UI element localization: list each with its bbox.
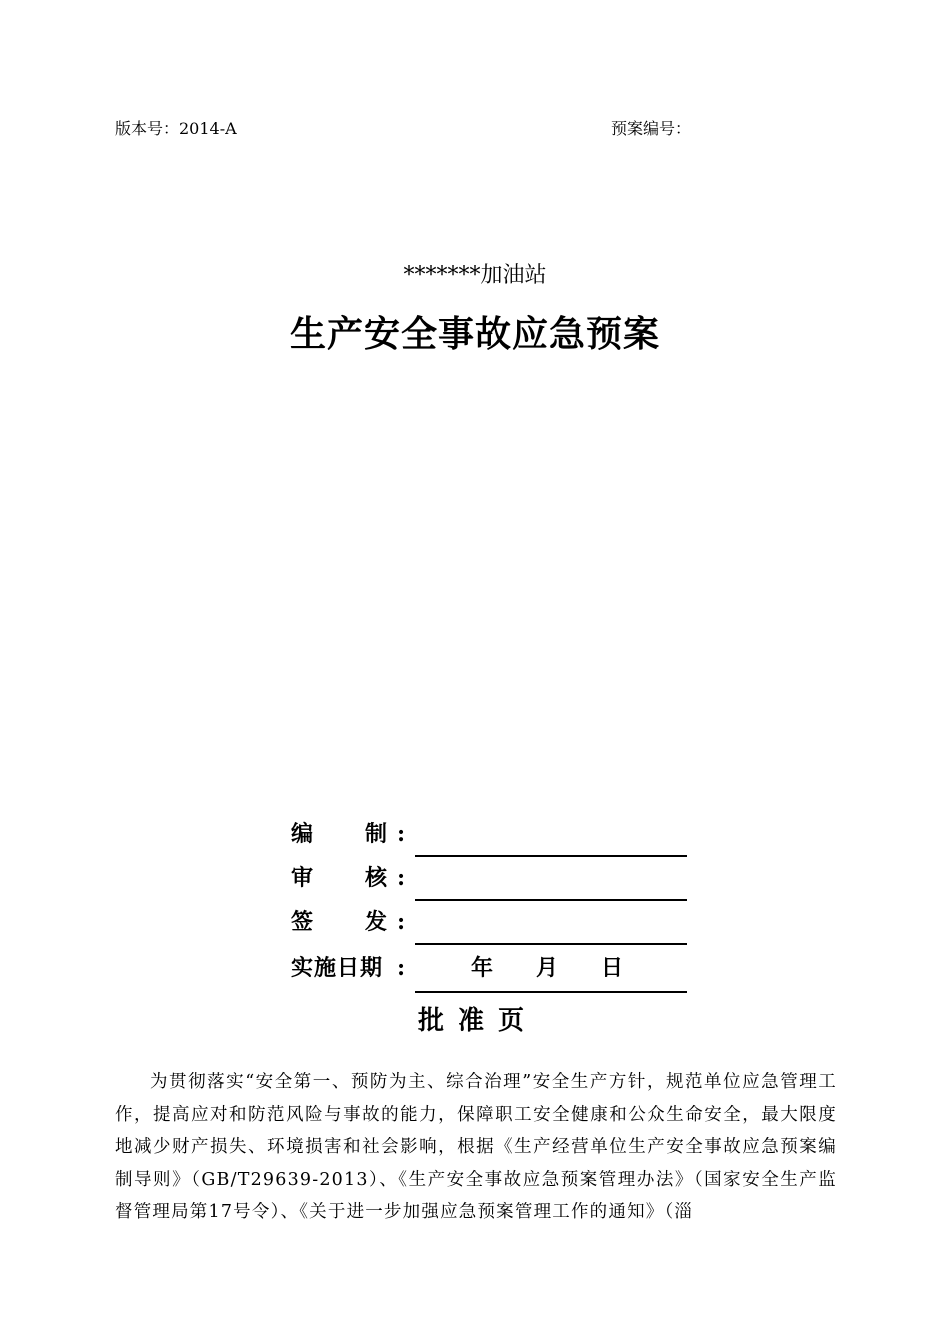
compile-label: 编 制: [291, 821, 387, 847]
date-month-label: 月: [536, 955, 559, 981]
date-day-label: 日: [601, 955, 624, 981]
issue-field[interactable]: [415, 907, 691, 945]
compile-underline: [415, 855, 687, 857]
date-row: [291, 953, 691, 993]
review-label: 审 核: [291, 865, 387, 891]
issue-colon: :: [397, 909, 406, 935]
review-row: [291, 863, 691, 903]
document-title: 生产安全事故应急预案: [289, 313, 660, 355]
plan-number-label: 预案编号：: [611, 119, 692, 138]
station-name: *******加油站: [403, 263, 547, 288]
compile-row: [291, 819, 691, 859]
version-number: 版本号：2014-A: [115, 119, 237, 138]
review-underline: [415, 899, 687, 901]
issue-underline: [415, 943, 687, 945]
issue-row: [291, 907, 691, 947]
compile-colon: :: [397, 821, 406, 847]
date-colon: :: [397, 955, 406, 981]
date-underline: [415, 991, 687, 993]
compile-field[interactable]: [415, 819, 691, 857]
review-field[interactable]: [415, 863, 691, 901]
approval-body-paragraph: 为贯彻落实“安全第一、预防为主、综合治理”安全生产方针，规范单位应急管理工作，提高应对和防范风险与事故的能力，保障职工安全健康和公众生命安全，最大限度地减少财产损失、环境损害和社会影响，根据《生产经营单位生产安全事故应急预案编制导则》（GB/T29639-2013）、《生产安全事故应急预案管理办法》（国家安全生产监督管理局第17号令）、《关于进一步加强应急预案管理工作的通知》（淄: [115, 1072, 837, 1222]
date-label: 实施日期: [291, 955, 384, 981]
date-year-label: 年: [471, 955, 494, 981]
issue-label: 签 发: [291, 909, 387, 935]
review-colon: :: [397, 865, 406, 891]
approval-page-title: 批准页: [418, 1006, 539, 1036]
